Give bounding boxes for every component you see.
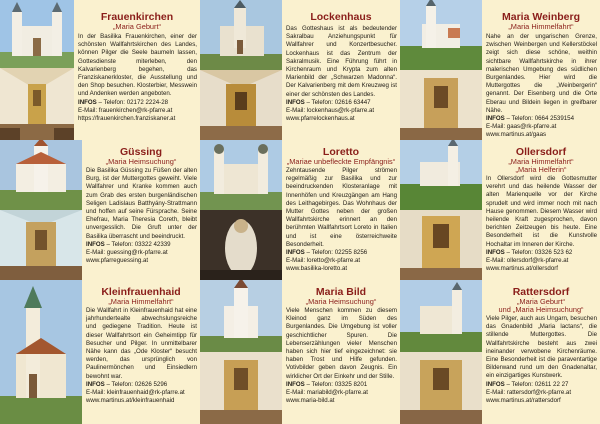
maria-bild-church-photo xyxy=(200,280,282,352)
ollersdorf-altar-photo xyxy=(400,210,482,280)
guessing-basilica-photo xyxy=(0,140,82,210)
guessing-website[interactable]: www.pfarreguessing.at xyxy=(86,257,149,265)
guessing-interior-photo xyxy=(0,210,82,280)
lockenhaus-info-label: INFOS xyxy=(286,98,305,106)
frauenkirchen-description: In der Basilika Frauenkirchen, einer der schönsten Wallfahrtskirchen des Landes, können Pilger die Seele baumeln lassen, Gottesdienste miterleben, den Kalvarienberg begehen, das Franziskanerkloster, die Ausstellung und den Shop besuchen. Klosterbier, Messwein und Andenken werden angeboten. xyxy=(78,33,197,98)
maria-weinberg-email[interactable]: E-Mail: gaas@rk-pfarre.at xyxy=(486,123,557,131)
lockenhaus-section xyxy=(282,0,400,140)
loretto-email[interactable]: E-Mail: loretto@rk-pfarre.at xyxy=(286,257,361,265)
maria-weinberg-subtitle: „Maria Himmelfahrt“ xyxy=(508,22,574,31)
kleinfrauenhaid-phone: – Telefon: 02626 5296 xyxy=(106,380,168,388)
maria-weinberg-title: Maria Weinberg xyxy=(502,11,580,23)
rattersdorf-phone: – Telefon: 02611 22 27 xyxy=(506,380,569,388)
kleinfrauenhaid-section xyxy=(82,280,200,424)
maria-bild-description: Viele Menschen kommen zu diesem Kleinod ganz im Süden des Burgenlandes. Die Umgebung ist voller geschichtlicher Spuren. Die Lebenserzählungen vieler Menschen haben sich hier tief eingezeichnet: sie haben Trost und Hilfe gefunden. Votivbilder geben davon Zeugnis. Ein wirklicher Ort der Einkehr und der Stille. xyxy=(286,307,397,380)
kleinfrauenhaid-church-photo xyxy=(0,280,82,424)
loretto-madonna-photo xyxy=(200,210,282,280)
rattersdorf-subtitle-1: „Maria Geburt“ xyxy=(516,297,566,306)
ollersdorf-section xyxy=(482,140,600,280)
rattersdorf-subtitle-2: und „Maria Heimsuchung“ xyxy=(498,305,584,314)
maria-weinberg-phone: – Telefon: 0664 2539154 xyxy=(506,115,574,123)
lockenhaus-phone: – Telefon: 02616 63447 xyxy=(306,98,371,106)
kleinfrauenhaid-email[interactable]: E-Mail: kleinfrauenhaid@rk-pfarre.at xyxy=(86,389,185,397)
guessing-title: Güssing xyxy=(119,146,162,158)
guessing-subtitle: „Maria Heimsuchung“ xyxy=(105,157,177,166)
guessing-section xyxy=(82,140,200,280)
ollersdorf-description: In Ollersdorf wird die Gottesmutter verehrt und das heilende Wasser der alten Marienquelle vor der Kirche sprudelt und wird immer noch mit nach Hause genommen. Diesem Wasser wird heilende Kraft zugesprochen, davon berichten Zeitzeugen bis heute. Eine Besonderheit ist die Kunstvolle Hochaltar im Inneren der Kirche. xyxy=(486,175,597,248)
maria-weinberg-section xyxy=(482,0,600,140)
ollersdorf-church-photo xyxy=(400,140,482,210)
rattersdorf-church-photo xyxy=(400,280,482,352)
ollersdorf-info-label: INFOS xyxy=(486,248,505,256)
maria-weinberg-website[interactable]: www.martinus.at/gaas xyxy=(486,131,547,139)
ollersdorf-subtitle-1: „Maria Himmelfahrt“ xyxy=(508,157,574,166)
loretto-basilica-photo xyxy=(200,140,282,210)
maria-bild-section xyxy=(282,280,400,424)
loretto-section xyxy=(282,140,400,280)
maria-weinberg-info-label: INFOS xyxy=(486,115,505,123)
ollersdorf-subtitle-2: „Maria Helferin“ xyxy=(515,165,567,174)
ollersdorf-email[interactable]: E-Mail: ollersdorf@rk-pfarre.at xyxy=(486,257,569,265)
loretto-subtitle: „Mariae unbefleckte Empfängnis“ xyxy=(286,157,396,166)
maria-weinberg-church-photo xyxy=(400,0,482,70)
maria-weinberg-description: Nahe an der ungarischen Grenze, zwischen Weinbergen und Kellerstöckel zeigt sich diese schöne, weithin sichtbare Wallfahrtskirche in ihrer malerischen Umgebung des südlichen Burgenlandes. Hier wird die Muttergottes die „Weinbergerin“ genannt. Der Eisenberg und die Orte Eberau und Bildein liegen in greifbarer Nähe. xyxy=(486,33,597,114)
rattersdorf-title: Rattersdorf xyxy=(512,286,570,298)
lockenhaus-interior-photo xyxy=(200,70,282,140)
kleinfrauenhaid-description: Die Wallfahrt in Kleinfrauenhaid hat eine jahrhundertealte abwechslungsreiche und gediegene Tradition. Heute ist dieser Wallfahrtsort ein Geheimtipp für Besucher und Pilger. In unmittelbarer Nähe kann das „Ode Kloster“ besucht werden, das ursprünglich von Paulinermönchen und Einsiedlern bewohnt war. xyxy=(86,307,197,380)
kleinfrauenhaid-website[interactable]: www.martinus.at/kleinfrauenhaid xyxy=(86,397,175,405)
maria-bild-title: Maria Bild xyxy=(315,286,367,298)
frauenkirchen-section xyxy=(74,0,200,140)
lockenhaus-website[interactable]: www.pfarrelockenhaus.at xyxy=(286,115,355,123)
rattersdorf-email[interactable]: E-Mail: rattersdorf@rk-pfarre.at xyxy=(486,388,572,396)
frauenkirchen-phone: – Telefon: 02172 2224-28 xyxy=(98,98,169,106)
ollersdorf-title: Ollersdorf xyxy=(515,146,567,158)
maria-bild-phone: – Telefon: 03325 8201 xyxy=(306,380,368,388)
kleinfrauenhaid-title: Kleinfrauenhaid xyxy=(101,286,181,298)
frauenkirchen-email[interactable]: E-Mail: frauenkirchen@rk-pfarre.at xyxy=(78,106,173,114)
loretto-info-label: INFOS xyxy=(286,249,305,257)
frauenkirchen-info-label: INFOS xyxy=(78,98,97,106)
lockenhaus-email[interactable]: E-Mail: lockenhaus@rk-pfarre.at xyxy=(286,107,375,115)
guessing-info-label: INFOS xyxy=(86,240,105,248)
maria-bild-interior-photo xyxy=(200,352,282,424)
guessing-description: Die Basilika Güssing zu Füßen der alten Burg, ist der Muttergottes geweiht. Viele Wallfahrer und Kranke kommen auch zum Grab des ersten burgenländischen Seligen Ladislaus Batthyány-Strattmann und hoffen auf seine Fürsprache. Seine Ehefrau, Maria Theresia Coreth, bleibt unvergesslich. Die Gruft unter der Basilika überrascht und beeindruckt. xyxy=(86,167,197,240)
frauenkirchen-interior-photo xyxy=(0,68,74,140)
guessing-email[interactable]: E-Mail: guessing@rk-pfarre.at xyxy=(86,249,168,257)
maria-bild-website[interactable]: www.maria-bild.at xyxy=(286,397,335,405)
rattersdorf-website[interactable]: www.martinus.at/rattersdorf xyxy=(486,397,561,405)
rattersdorf-section xyxy=(482,280,600,424)
lockenhaus-title: Lockenhaus xyxy=(310,11,372,23)
frauenkirchen-title: Frauenkirchen xyxy=(100,11,174,23)
rattersdorf-info-label: INFOS xyxy=(486,380,505,388)
guessing-phone: – Telefon: 03322 42339 xyxy=(106,240,171,248)
frauenkirchen-subtitle: „Maria Geburt“ xyxy=(112,22,162,31)
maria-bild-info-label: INFOS xyxy=(286,380,305,388)
maria-bild-subtitle: „Maria Heimsuchung“ xyxy=(305,297,377,306)
frauenkirchen-basilica-photo xyxy=(0,0,74,68)
kleinfrauenhaid-info-label: INFOS xyxy=(86,380,105,388)
rattersdorf-description: Viele Pilger, auch aus Ungarn, besuchen das Gnadenbild „Maria lactans“, die stillende Muttergottes. Die Wallfahrtskirche besteht aus zwei ineinander verwobene Kirchenräume. Eine Besonderheit ist die paraventartige Bilderwand rund um den Gnadenaltar, ein einzigartiges Kunstwerk. xyxy=(486,315,597,380)
lockenhaus-description: Das Gotteshaus ist als bedeutender Sakralbau Anziehungspunkt für Wallfahrer und Konzertbesucher. Lockenhaus ist das Zentrum der Sakralmusik. Eine Führung führt in Kirchenraum und Krypta zum alten Marienbild der „Schwarzen Madonna“. Der Kalvarienberg mit dem Kreuzweg ist einer der schönsten des Landes. xyxy=(286,25,397,98)
lockenhaus-church-photo xyxy=(200,0,282,70)
loretto-website[interactable]: www.basilika-loretto.at xyxy=(286,265,348,273)
loretto-title: Loretto xyxy=(322,146,360,158)
kleinfrauenhaid-subtitle: „Maria Himmelfahrt“ xyxy=(108,297,174,306)
maria-weinberg-interior-photo xyxy=(400,70,482,140)
loretto-phone: – Telefon: 02255 8256 xyxy=(306,249,368,257)
ollersdorf-website[interactable]: www.martinus.at/ollersdorf xyxy=(486,265,559,273)
ollersdorf-phone: – Telefon: 03326 523 62 xyxy=(506,248,573,256)
frauenkirchen-website[interactable]: https://frauenkirchen.franziskaner.at xyxy=(78,115,176,123)
maria-bild-email[interactable]: E-Mail: mariabild@rk-pfarre.at xyxy=(286,389,368,397)
loretto-description: Zehntausende Pilger strömen regelmäßig zur Basilika und zur beeindruckenden Klosteranlage mit Innenhöfen und Kreuzgängen am Hang des Leithagebirges. Das Wohnhaus der Mutter Gottes neben der großen Wallfahrtskirche erinnert an den berühmten Wallfahrtsort Loreto in Italien und ist eine österreichweite Besonderheit. xyxy=(286,167,397,248)
rattersdorf-interior-photo xyxy=(400,352,482,424)
